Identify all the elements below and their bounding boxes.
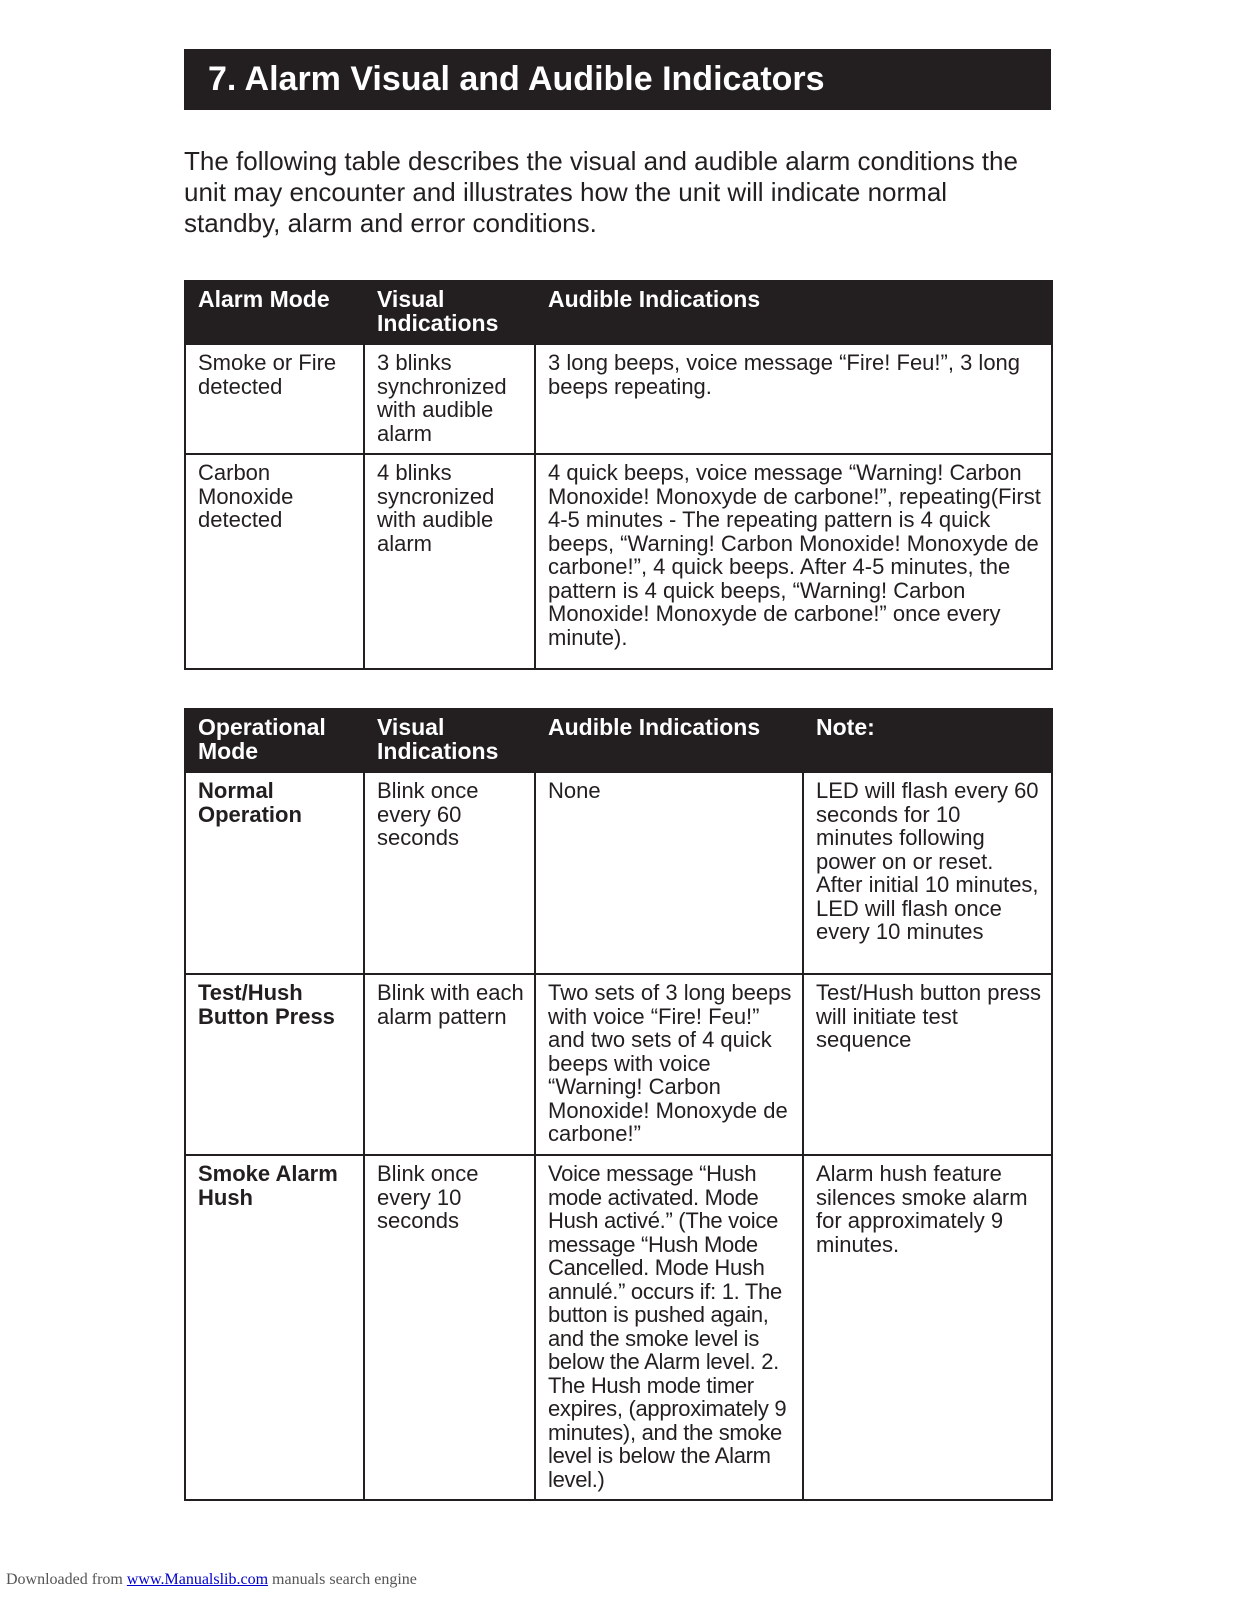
cell-operational-mode: Normal Operation: [185, 772, 364, 974]
cell-visual: 4 blinks syncronized with audible alarm: [364, 454, 535, 669]
header-visual-indications: Visual Indications: [364, 709, 535, 772]
cell-operational-mode: Test/Hush Button Press: [185, 974, 364, 1155]
manualslib-link[interactable]: www.Manualslib.com: [126, 1571, 269, 1588]
header-note: Note:: [803, 709, 1052, 772]
header-audible-indications: Audible Indications: [535, 281, 1052, 344]
cell-audible: None: [535, 772, 803, 974]
header-alarm-mode: Alarm Mode: [185, 281, 364, 344]
table-row: [185, 454, 1052, 669]
download-footer: [6, 1571, 417, 1589]
cell-audible: Voice message “Hush mode activated. Mode Hush activé.” (The voice message “Hush Mode Cancelled. Mode Hush annulé.” occurs if: 1. The button is pushed again, and the smoke level is below the Alarm level. 2. The Hush mode timer expires, (approximately 9 minutes), and the smoke level is below the Alarm level.): [535, 1155, 803, 1500]
header-visual-indications: Visual Indications: [364, 281, 535, 344]
footer-suffix: manuals search engine: [272, 1571, 417, 1588]
table-header-row: [185, 281, 1052, 344]
table-header-row: [185, 709, 1052, 772]
cell-audible: 4 quick beeps, voice message “Warning! Carbon Monoxide! Monoxyde de carbone!”, repeating(First 4-5 minutes - The repeating pattern is 4 quick beeps, “Warning! Carbon Monoxide! Monoxyde de carbone!”, 4 quick beeps. After 4-5 minutes, the pattern is 4 quick beeps, “Warning! Carbon Monoxide! Monoxyde de carbone!” once every minute).: [535, 454, 1052, 669]
header-audible-indications: Audible Indications: [535, 709, 803, 772]
cell-alarm-mode: Smoke or Fire detected: [185, 344, 364, 454]
operational-modes-table: [184, 708, 1053, 1501]
header-operational-mode: Operational Mode: [185, 709, 364, 772]
cell-visual: Blink with each alarm pattern: [364, 974, 535, 1155]
section-title-bar: [184, 49, 1051, 110]
intro-paragraph: The following table describes the visual and audible alarm conditions the unit may encounter and illustrates how the unit will indicate normal standby, alarm and error conditions.: [184, 146, 1018, 238]
cell-note: Alarm hush feature silences smoke alarm for approximately 9 minutes.: [803, 1155, 1052, 1500]
cell-visual: 3 blinks synchronized with audible alarm: [364, 344, 535, 454]
section-title: 7. Alarm Visual and Audible Indicators: [208, 60, 825, 98]
table-row: [185, 974, 1052, 1155]
cell-note: Test/Hush button press will initiate test sequence: [803, 974, 1052, 1155]
footer-prefix: Downloaded from: [6, 1571, 123, 1588]
table-row: [185, 1155, 1052, 1500]
cell-operational-mode: Smoke Alarm Hush: [185, 1155, 364, 1500]
table-row: [185, 772, 1052, 974]
cell-audible: 3 long beeps, voice message “Fire! Feu!”, 3 long beeps repeating.: [535, 344, 1052, 454]
alarm-indicators-table: [184, 280, 1053, 670]
table-row: [185, 344, 1052, 454]
cell-visual: Blink once every 10 seconds: [364, 1155, 535, 1500]
cell-note: LED will flash every 60 seconds for 10 minutes following power on or reset. After initial 10 minutes, LED will flash once every 10 minutes: [803, 772, 1052, 974]
cell-visual: Blink once every 60 seconds: [364, 772, 535, 974]
cell-alarm-mode: Carbon Monoxide detected: [185, 454, 364, 669]
cell-audible: Two sets of 3 long beeps with voice “Fire! Feu!” and two sets of 4 quick beeps with voice “Warning! Carbon Monoxide! Monoxyde de carbone!”: [535, 974, 803, 1155]
